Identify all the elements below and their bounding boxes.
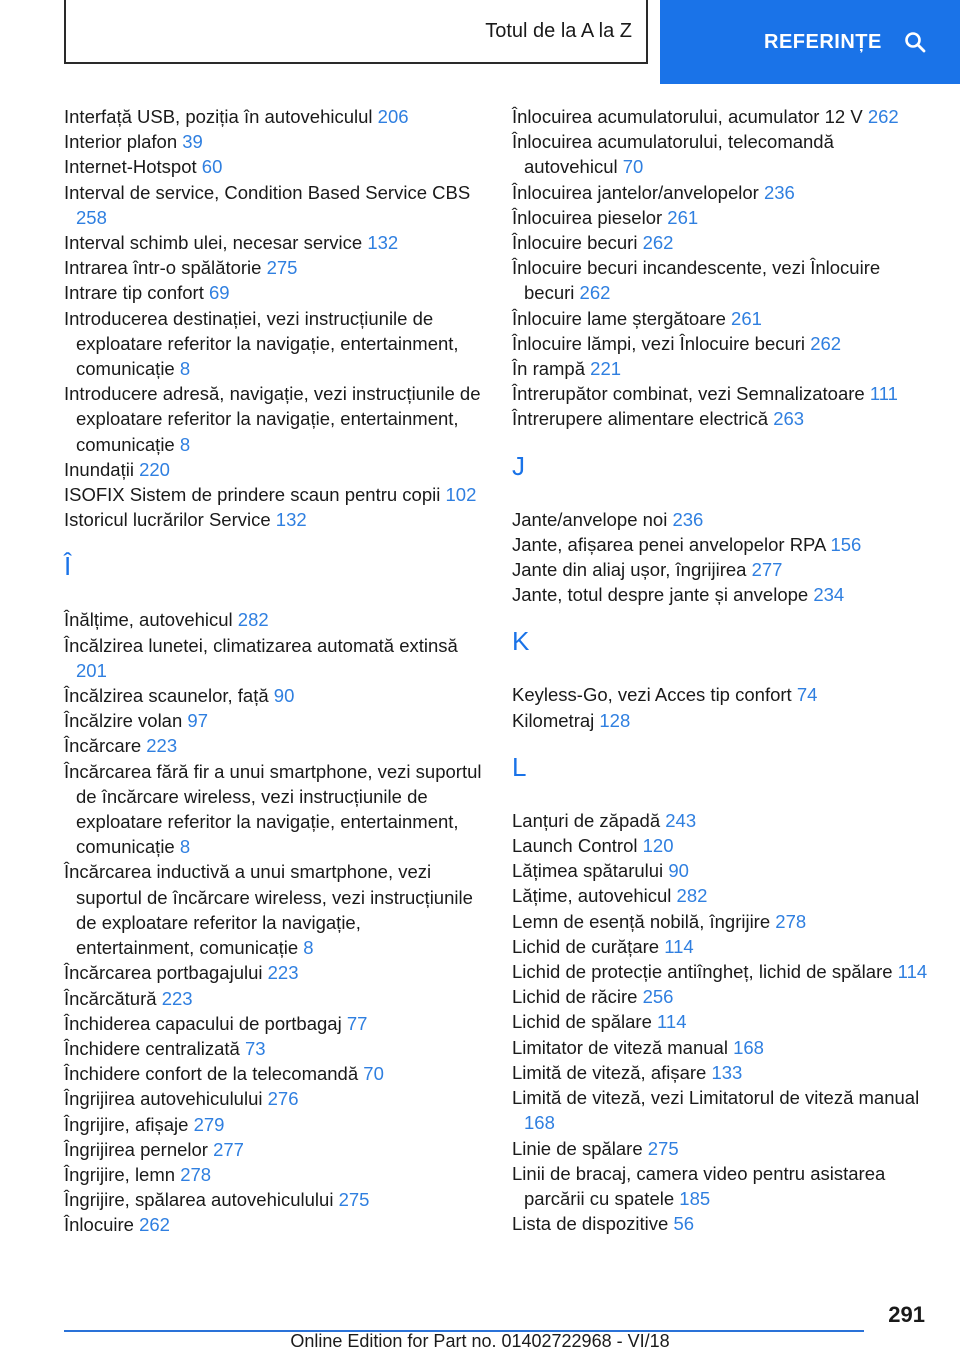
page-number: 291 bbox=[888, 1302, 925, 1327]
index-entry-text: Lichid de protecție antiîngheț, lichid de spălare bbox=[512, 961, 898, 983]
index-entry bbox=[512, 934, 932, 959]
page-reference-link[interactable]: 223 bbox=[161, 987, 193, 1009]
page-reference-link[interactable]: 39 bbox=[182, 131, 203, 153]
index-entry-text: Lichid de răcire bbox=[512, 986, 643, 1008]
index-entry bbox=[512, 682, 932, 707]
index-entry-text: Lichid de curățare bbox=[512, 935, 665, 957]
search-icon[interactable] bbox=[904, 31, 926, 53]
page-reference-link[interactable]: 282 bbox=[676, 885, 708, 907]
page-reference-link[interactable]: 70 bbox=[363, 1063, 384, 1085]
index-entry-text: Închidere centralizată bbox=[64, 1037, 245, 1059]
index-entry-text: Înlocuire lămpi, vezi Înlocuire becuri bbox=[512, 332, 811, 354]
page-reference-link[interactable]: 262 bbox=[867, 106, 899, 127]
index-entry-text: Linie de spălare bbox=[512, 1137, 648, 1159]
index-entry bbox=[512, 1085, 932, 1135]
page-reference-link[interactable]: 133 bbox=[711, 1061, 743, 1083]
index-entry bbox=[64, 280, 484, 305]
index-column-right bbox=[512, 104, 932, 1236]
index-entry-text: Keyless-Go, vezi Acces tip confort bbox=[512, 684, 797, 706]
index-entry-text: Inundații bbox=[64, 458, 140, 480]
section-header-tab bbox=[64, 0, 648, 64]
index-entry-text: Închidere confort de la telecomandă bbox=[64, 1063, 364, 1085]
page-reference-link[interactable]: 90 bbox=[668, 860, 689, 882]
index-entry-text: Introducere adresă, navigație, vezi instrucțiunile de exploatare referitor la navigație, entertainment, comunicație bbox=[64, 383, 481, 455]
index-entry bbox=[512, 1009, 932, 1034]
page-reference-link[interactable]: 262 bbox=[139, 1214, 170, 1236]
index-entry bbox=[64, 759, 484, 860]
page-reference-link[interactable]: 278 bbox=[180, 1163, 212, 1185]
index-entry-text: Îngrijirea pernelor bbox=[64, 1138, 214, 1160]
index-entry bbox=[64, 381, 484, 457]
page-reference-link[interactable]: 243 bbox=[665, 809, 697, 831]
index-entry bbox=[512, 406, 932, 431]
index-entry bbox=[64, 154, 484, 179]
index-entry-text: Întrerupător combinat, vezi Semnalizatoare bbox=[512, 383, 870, 405]
index-entry-text: Încărcătură bbox=[64, 987, 162, 1009]
page-reference-link[interactable]: 261 bbox=[667, 206, 699, 228]
index-entry bbox=[512, 104, 932, 129]
index-entry bbox=[512, 306, 932, 331]
page-reference-link[interactable]: 206 bbox=[377, 106, 409, 127]
page-reference-link[interactable]: 8 bbox=[179, 433, 191, 455]
page-reference-link[interactable]: 70 bbox=[622, 156, 644, 178]
index-entry bbox=[64, 1212, 484, 1237]
page-reference-link[interactable]: 8 bbox=[179, 358, 191, 380]
page-reference-link[interactable]: 56 bbox=[673, 1213, 695, 1235]
page-reference-link[interactable]: 111 bbox=[869, 383, 898, 405]
page-reference-link[interactable]: 277 bbox=[751, 559, 783, 581]
index-entry-text: Limită de viteză, afișare bbox=[512, 1061, 712, 1083]
page-reference-link[interactable]: 77 bbox=[346, 1012, 368, 1034]
page-reference-link[interactable]: 258 bbox=[76, 206, 107, 228]
index-entry bbox=[64, 230, 484, 255]
index-entry-text: Interfață USB, poziția în autovehiculul bbox=[64, 106, 378, 127]
index-entry bbox=[64, 255, 484, 280]
page-reference-link[interactable]: 8 bbox=[179, 836, 191, 858]
page-reference-link[interactable]: 256 bbox=[642, 986, 674, 1008]
page-reference-link[interactable]: 168 bbox=[524, 1112, 555, 1134]
index-entry bbox=[512, 883, 932, 908]
page-reference-link[interactable]: 128 bbox=[599, 709, 631, 731]
index-entry-text: Kilometraj bbox=[512, 709, 600, 731]
page-reference-link[interactable]: 236 bbox=[672, 508, 704, 530]
section-title: Totul de la A la Z bbox=[485, 19, 632, 42]
index-entry bbox=[512, 205, 932, 230]
index-entry-text: Încălzire volan bbox=[64, 710, 188, 732]
index-entry bbox=[512, 708, 932, 733]
index-entry-text: Încărcarea fără fir a unui smartphone, vezi suportul de încărcare wireless, vezi instrucțiunile de exploatare referitor la navigație, entertainment, comunicație bbox=[64, 760, 482, 858]
index-entry-text: Înlocuire bbox=[64, 1214, 140, 1236]
page-reference-link[interactable]: 102 bbox=[445, 484, 477, 506]
index-entry-text: Interval de service, Condition Based Service CBS bbox=[64, 181, 471, 203]
index-entry bbox=[512, 909, 932, 934]
page-reference-link[interactable]: 156 bbox=[830, 533, 862, 555]
index-entry bbox=[512, 1035, 932, 1060]
page-reference-link[interactable]: 132 bbox=[367, 232, 399, 254]
index-letter-heading: Î bbox=[64, 551, 72, 582]
index-entry-text: Lichid de spălare bbox=[512, 1011, 658, 1033]
index-entry-text: Încărcare bbox=[64, 735, 147, 757]
page-reference-link[interactable]: 90 bbox=[273, 685, 295, 707]
index-entry-text: Întrerupere alimentare electrică bbox=[512, 408, 774, 430]
index-entry-text: Introducerea destinației, vezi instrucțiunile de exploatare referitor la navigație, entertainment, comunicație bbox=[64, 307, 459, 380]
index-entry-text: Înlocuirea acumulatorului, telecomandă autovehicul bbox=[512, 131, 834, 178]
page-reference-link[interactable]: 220 bbox=[139, 458, 170, 480]
index-entry bbox=[512, 1211, 932, 1236]
index-entry-text: Linii de bracaj, camera video pentru asistarea parcării cu spatele bbox=[512, 1162, 886, 1209]
index-entry-text: Internet-Hotspot bbox=[64, 156, 202, 178]
page-reference-link[interactable]: 168 bbox=[733, 1036, 764, 1058]
index-entry bbox=[512, 808, 932, 833]
index-entry-text: Înlocuirea jantelor/anvelopelor bbox=[512, 181, 764, 203]
index-entry bbox=[64, 607, 484, 632]
index-entry bbox=[64, 960, 484, 985]
page-reference-link[interactable]: 275 bbox=[338, 1189, 370, 1211]
index-entry-text: Lanțuri de zăpadă bbox=[512, 809, 666, 831]
index-entry bbox=[64, 1162, 484, 1187]
index-entry-text: Îngrijire, lemn bbox=[64, 1163, 181, 1185]
index-entry-text: Îngrijire, afișaje bbox=[64, 1113, 194, 1135]
page-reference-link[interactable]: 132 bbox=[275, 509, 307, 531]
index-entry-text: ISOFIX Sistem de prindere scaun pentru copii bbox=[64, 484, 446, 506]
index-entry-text: Înlocuire becuri incandescente, vezi Înlocuire becuri bbox=[512, 257, 881, 304]
index-entry-text: Jante/anvelope noi bbox=[512, 508, 673, 530]
page-reference-link[interactable]: 8 bbox=[303, 937, 314, 959]
index-entry bbox=[512, 557, 932, 582]
index-entry bbox=[64, 507, 484, 532]
index-entry-text: Lățimea spătarului bbox=[512, 860, 669, 882]
page-reference-link[interactable]: 262 bbox=[579, 282, 611, 304]
index-entry bbox=[512, 507, 932, 532]
page-reference-link[interactable]: 120 bbox=[642, 835, 674, 857]
index-entry-text: Înlocuire becuri bbox=[512, 232, 643, 254]
index-entry-text: Încărcarea portbagajului bbox=[64, 962, 268, 984]
index-entry bbox=[64, 129, 484, 154]
index-entry bbox=[64, 1061, 484, 1086]
page-reference-link[interactable]: 282 bbox=[237, 609, 269, 631]
index-entry bbox=[512, 532, 932, 557]
index-entry-text: Limită de viteză, vezi Limitatorul de viteză manual bbox=[512, 1087, 920, 1109]
index-entry-text: Încălzirea scaunelor, față bbox=[64, 685, 274, 707]
index-entry-text: Jante, afișarea penei anvelopelor RPA bbox=[512, 533, 831, 555]
page-reference-link[interactable]: 276 bbox=[267, 1088, 299, 1110]
page-reference-link[interactable]: 74 bbox=[796, 684, 818, 706]
page-reference-link[interactable]: 262 bbox=[810, 332, 842, 354]
references-button[interactable] bbox=[660, 0, 960, 84]
index-entry bbox=[64, 1112, 484, 1137]
index-entry-text: Încărcarea inductivă a unui smartphone, vezi suportul de încărcare wireless, vezi instrucțiunile de exploatare referitor la navigație, entertainment, comunicație bbox=[64, 861, 473, 959]
index-letter-heading: J bbox=[512, 450, 525, 481]
page-reference-link[interactable]: 263 bbox=[773, 408, 805, 430]
page-reference-link[interactable]: 73 bbox=[245, 1037, 266, 1059]
index-entry bbox=[64, 482, 484, 507]
page-reference-link[interactable]: 279 bbox=[193, 1113, 225, 1135]
index-entry-text: Istoricul lucrărilor Service bbox=[64, 509, 276, 531]
index-entry bbox=[512, 1060, 932, 1085]
index-entry bbox=[512, 331, 932, 356]
index-entry-text: Îngrijirea autovehiculului bbox=[64, 1088, 268, 1110]
index-entry bbox=[512, 582, 932, 607]
index-entry bbox=[64, 306, 484, 382]
index-entry bbox=[64, 1086, 484, 1111]
index-entry-text: Înlocuirea pieselor bbox=[512, 206, 668, 228]
index-entry bbox=[64, 986, 484, 1011]
index-entry-text: Intrare tip confort bbox=[64, 282, 209, 304]
references-label: REFERINȚE bbox=[764, 30, 882, 53]
index-entry-text: Limitator de viteză manual bbox=[512, 1036, 734, 1058]
page-reference-link[interactable]: 114 bbox=[664, 935, 694, 957]
page-reference-link[interactable]: 223 bbox=[146, 735, 178, 757]
page-reference-link[interactable]: 275 bbox=[266, 257, 298, 279]
index-entry-text: Jante din aliaj ușor, îngrijirea bbox=[512, 559, 752, 581]
page-reference-link[interactable]: 261 bbox=[731, 307, 762, 329]
index-entry bbox=[64, 633, 484, 683]
index-entry bbox=[512, 1136, 932, 1161]
index-entry bbox=[64, 1137, 484, 1162]
index-entry-text: Interior plafon bbox=[64, 131, 183, 153]
index-entry bbox=[512, 833, 932, 858]
index-entry bbox=[64, 859, 484, 960]
index-entry-text: Înălțime, autovehicul bbox=[64, 609, 238, 631]
index-entry-text: Lemn de esență nobilă, îngrijire bbox=[512, 910, 776, 932]
index-entry bbox=[64, 1187, 484, 1212]
index-entry bbox=[512, 381, 932, 406]
index-entry-text: Încălzirea lunetei, climatizarea automată extinsă bbox=[64, 634, 458, 656]
index-column-left bbox=[64, 104, 484, 1238]
index-entry bbox=[512, 959, 932, 984]
index-entry-text: Înlocuire lame ștergătoare bbox=[512, 307, 732, 329]
page-reference-link[interactable]: 277 bbox=[213, 1138, 244, 1160]
page-reference-link[interactable]: 114 bbox=[897, 961, 928, 983]
page-reference-link[interactable]: 262 bbox=[642, 232, 674, 254]
index-entry-text: Îngrijire, spălarea autovehiculului bbox=[64, 1189, 339, 1211]
index-entry-text: Interval schimb ulei, necesar service bbox=[64, 232, 368, 254]
page-reference-link[interactable]: 114 bbox=[657, 1011, 687, 1033]
page-reference-link[interactable]: 185 bbox=[679, 1187, 711, 1209]
index-entry bbox=[512, 356, 932, 381]
index-entry bbox=[64, 104, 484, 129]
index-entry bbox=[512, 1161, 932, 1211]
index-entry-text: Intrarea într-o spălătorie bbox=[64, 257, 267, 279]
index-entry bbox=[512, 858, 932, 883]
page-reference-link[interactable]: 223 bbox=[267, 962, 299, 984]
page-reference-link[interactable]: 236 bbox=[763, 181, 795, 203]
page-reference-link[interactable]: 275 bbox=[647, 1137, 679, 1159]
index-entry-text: Înlocuirea acumulatorului, acumulator 12 V bbox=[512, 106, 868, 127]
index-entry-text: Lățime, autovehicul bbox=[512, 885, 677, 907]
index-entry bbox=[512, 180, 932, 205]
index-entry bbox=[64, 1011, 484, 1036]
page-reference-link[interactable]: 69 bbox=[208, 282, 230, 304]
index-letter-heading: L bbox=[512, 751, 527, 782]
index-entry-text: Lista de dispozitive bbox=[512, 1213, 674, 1235]
index-entry bbox=[512, 230, 932, 255]
index-entry bbox=[64, 708, 484, 733]
index-entry-text: Închiderea capacului de portbagaj bbox=[64, 1012, 347, 1034]
index-entry bbox=[64, 1036, 484, 1061]
page-reference-link[interactable]: 221 bbox=[590, 358, 622, 380]
index-letter-heading: K bbox=[512, 626, 530, 657]
index-entry bbox=[512, 255, 932, 305]
page-reference-link[interactable]: 97 bbox=[187, 710, 208, 732]
page-reference-link[interactable]: 201 bbox=[76, 659, 107, 681]
page-reference-link[interactable]: 234 bbox=[813, 584, 845, 606]
index-entry-text: Jante, totul despre jante și anvelope bbox=[512, 584, 814, 606]
edition-text: Online Edition for Part no. 01402722968 - VI/18 bbox=[290, 1331, 670, 1351]
index-entry-text: În rampă bbox=[512, 358, 591, 380]
index-entry bbox=[64, 457, 484, 482]
index-entry bbox=[64, 683, 484, 708]
page-reference-link[interactable]: 278 bbox=[775, 910, 807, 932]
page-reference-link[interactable]: 60 bbox=[201, 156, 223, 178]
index-entry bbox=[512, 129, 932, 179]
index-entry-text: Launch Control bbox=[512, 835, 643, 857]
index-entry bbox=[64, 733, 484, 758]
index-entry bbox=[512, 984, 932, 1009]
index-entry bbox=[64, 180, 484, 230]
